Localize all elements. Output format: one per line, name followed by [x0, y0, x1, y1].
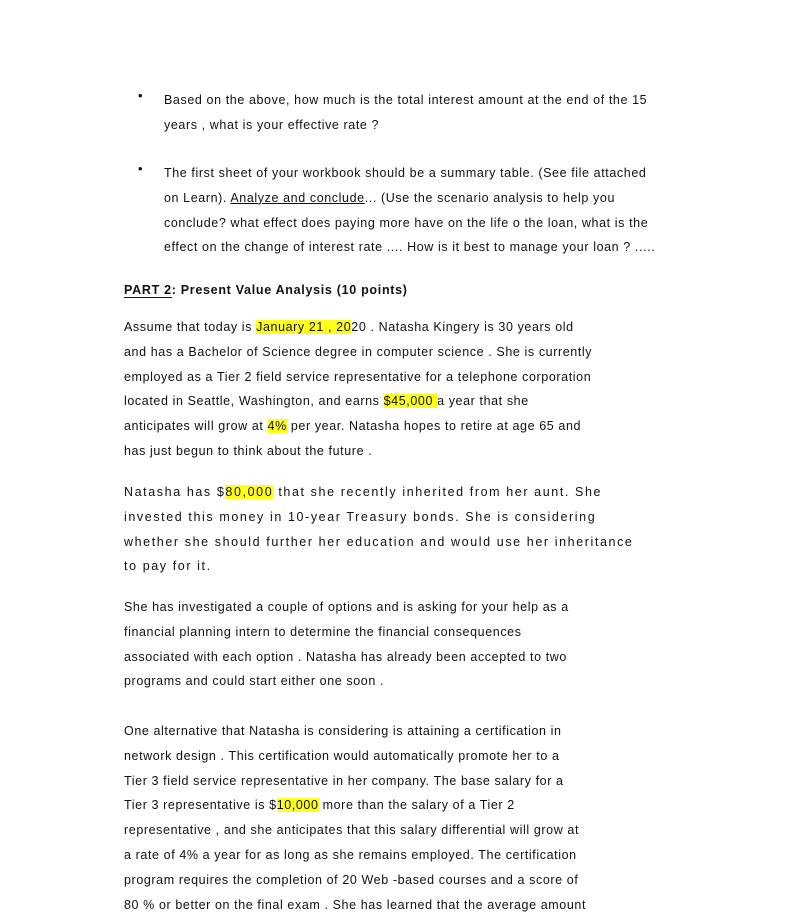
text-segment: invested this money in 10-year Treasury bonds. She is considering: [124, 509, 597, 524]
text-segment: on Learn).: [164, 190, 231, 205]
text-segment: Tier 3 field service representative in her company. The base salary for a: [124, 773, 564, 788]
highlighted-value: 10,000: [276, 798, 319, 813]
text-segment: 20 . Natasha Kingery is 30 years old: [351, 320, 574, 334]
text-segment: a year that she: [437, 394, 529, 409]
text-segment: One alternative that Natasha is considering is attaining a certification in: [124, 724, 562, 738]
text-line: [164, 211, 680, 236]
text-line: [124, 893, 669, 917]
text-segment: Natasha has $: [124, 485, 226, 499]
text-segment: network design . This certification would automatically promote her to a: [124, 748, 560, 763]
text-segment: employed as a Tier 2 field service representative for a telephone corporation: [124, 369, 592, 384]
text-segment: effect on the change of interest rate .... How is it best to manage your loan ? .....: [164, 240, 656, 255]
text-line: [124, 340, 669, 365]
text-segment: a rate of 4% a year for as long as she remains employed. The certification: [124, 847, 577, 862]
text-line: [164, 161, 680, 186]
text-line: [124, 719, 669, 744]
text-segment: located in Seattle, Washington, and earns: [124, 394, 384, 409]
text-segment: that she recently inherited from her aunt. She: [273, 485, 603, 499]
text-line: [124, 793, 669, 818]
text-segment: financial planning intern to determine the financial consequences: [124, 624, 522, 639]
text-line: [124, 620, 669, 645]
section-heading: [124, 283, 408, 297]
text-line: [124, 868, 669, 893]
text-segment: Tier 3 representative is $: [124, 798, 277, 813]
underlined-phrase: Analyze and conclude: [230, 190, 365, 205]
heading-title: : Present Value Analysis (10 points): [171, 283, 408, 297]
text-segment: years , what is your effective rate ?: [164, 117, 380, 132]
bullet-item-interest: [164, 88, 680, 138]
text-segment: whether she should further her education and would use her inheritance: [124, 534, 634, 549]
bullet-item-summary-table: [164, 161, 680, 260]
text-segment: The first sheet of your workbook should be a summary table. (See file attached: [164, 166, 647, 180]
text-line: [124, 530, 669, 555]
text-line: [164, 113, 680, 138]
paragraph-assume: [124, 315, 669, 464]
text-line: [164, 88, 680, 113]
highlighted-value: $45,000: [383, 394, 438, 409]
text-segment: has just begun to think about the future .: [124, 443, 373, 458]
text-segment: representative , and she anticipates that this salary differential will grow at: [124, 823, 580, 838]
text-line: [124, 843, 669, 868]
text-line: [164, 186, 680, 211]
text-line: [124, 505, 669, 530]
text-segment: 80 % or better on the final exam . She has learned that the average amount: [124, 897, 587, 912]
text-line: [124, 645, 669, 670]
text-segment: associated with each option . Natasha has already been accepted to two: [124, 649, 567, 664]
text-line: [124, 554, 669, 579]
text-segment: ... (Use the scenario analysis to help you: [364, 190, 616, 205]
text-segment: program requires the completion of 20 Web -based courses and a score of: [124, 872, 579, 887]
text-line: [124, 389, 669, 414]
text-line: [124, 315, 669, 340]
paragraph-options: [124, 595, 669, 694]
text-line: [124, 365, 669, 390]
text-segment: conclude? what effect does paying more have on the life o the loan, what is the: [164, 215, 649, 230]
text-segment: programs and could start either one soon .: [124, 674, 385, 689]
paragraph-inheritance: [124, 480, 669, 579]
text-line: [124, 744, 669, 769]
text-line: [124, 480, 669, 505]
text-segment: Assume that today is: [124, 320, 257, 334]
text-segment: Based on the above, how much is the total interest amount at the end of the 15: [164, 93, 648, 107]
text-segment: to pay for it.: [124, 559, 212, 574]
bullet-dot-2: •: [138, 161, 143, 176]
text-line: [124, 595, 669, 620]
highlighted-value: 4%: [267, 419, 287, 434]
highlighted-value: January 21 , 20: [256, 320, 352, 334]
text-line: [124, 439, 669, 464]
text-line: [124, 669, 669, 694]
highlighted-value: 80,000: [225, 485, 274, 499]
paragraph-certification: [124, 719, 669, 917]
text-segment: and has a Bachelor of Science degree in computer science . She is currently: [124, 344, 593, 359]
text-segment: per year. Natasha hopes to retire at age 65 and: [286, 419, 582, 434]
text-segment: She has investigated a couple of options and is asking for your help as a: [124, 600, 569, 614]
heading-part-label: PART 2: [124, 283, 172, 297]
text-segment: anticipates will grow at: [124, 419, 268, 434]
text-segment: more than the salary of a Tier 2: [318, 798, 515, 813]
text-line: [124, 818, 669, 843]
text-line: [124, 414, 669, 439]
bullet-dot-1: •: [138, 88, 143, 103]
text-line: [164, 235, 680, 260]
text-line: [124, 769, 669, 794]
